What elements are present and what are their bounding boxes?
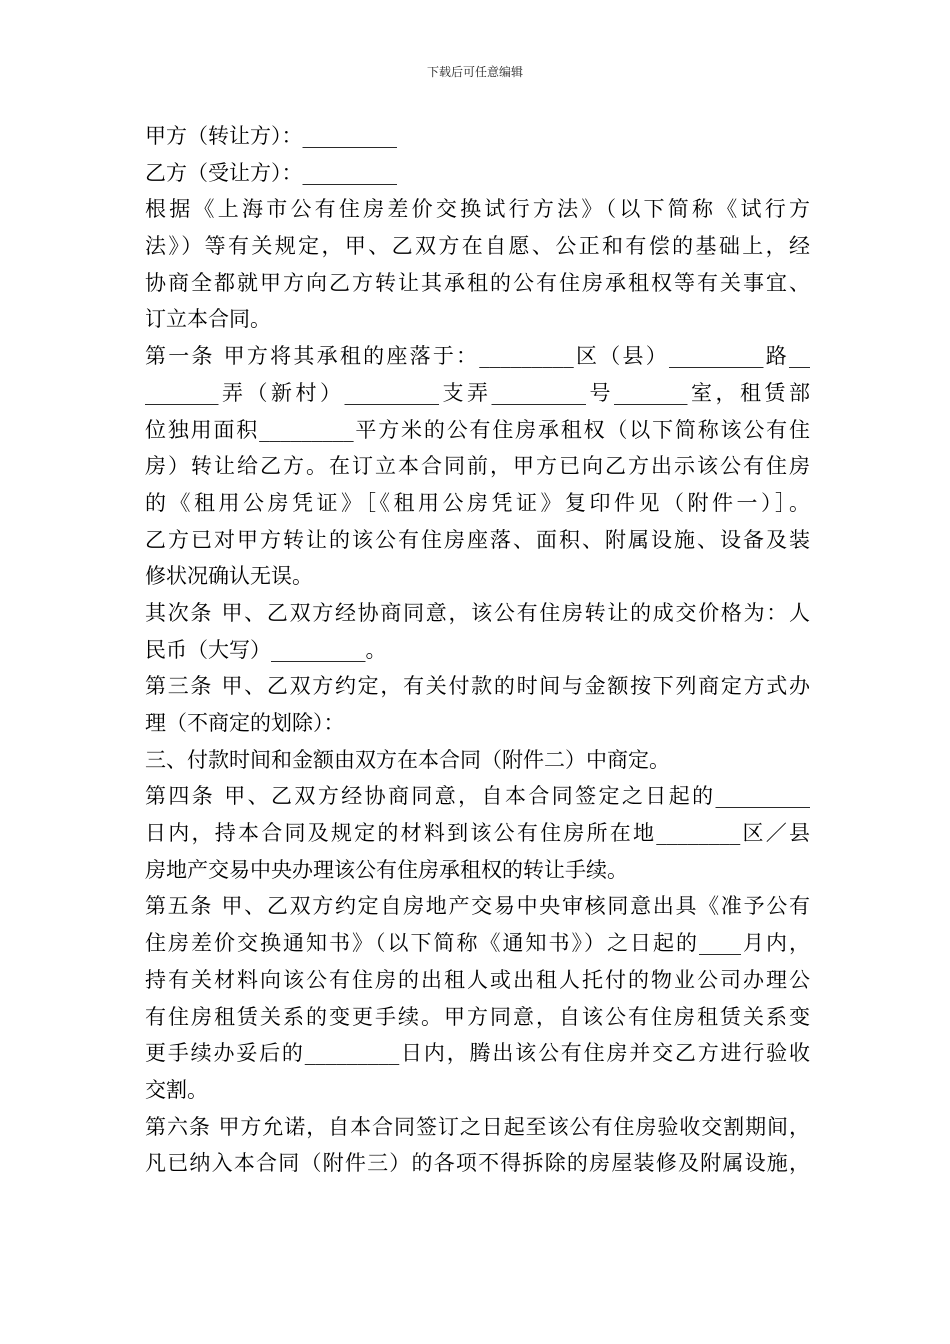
text-line: 更手续办妥后的_________日内，腾出该公有住房并交乙方进行验收: [145, 1041, 810, 1066]
text-line: 第一条 甲方将其承租的座落于：_________区（县）_________路__: [145, 344, 810, 369]
text-line: 乙方（受让方）：_________: [145, 160, 397, 185]
text-line: 民币（大写）_________。: [145, 637, 387, 662]
text-line: 协商全都就甲方向乙方转让其承租的公有住房承租权等有关事宜、: [145, 270, 810, 295]
text-line: 有住房租赁关系的变更手续。甲方同意，自该公有住房租赁关系变: [145, 1004, 810, 1029]
text-line: 位独用面积_________平方米的公有住房承租权（以下简称该公有住: [145, 417, 810, 442]
text-line: 订立本合同。: [145, 307, 271, 332]
text-line: 的《租用公房凭证》［《租用公房凭证》复印件见（附件一）］。: [145, 490, 810, 515]
text-line: 第五条 甲、乙双方约定自房地产交易中央审核同意出具《准予公有: [145, 894, 810, 919]
text-line: 持有关材料向该公有住房的出租人或出租人托付的物业公司办理公: [145, 967, 810, 992]
text-line: 住房差价交换通知书》（以下简称《通知书》）之日起的____月内，: [145, 931, 810, 956]
text-line: 其次条 甲、乙双方经协商同意，该公有住房转让的成交价格为：人: [145, 600, 810, 625]
text-line: 根据《上海市公有住房差价交换试行方法》（以下简称《试行方: [145, 197, 810, 222]
contract-body: [145, 118, 810, 1182]
page-header: 下载后可任意编辑: [426, 65, 523, 79]
text-line: 交割。: [145, 1077, 208, 1102]
text-line: 乙方已对甲方转让的该公有住房座落、面积、附属设施、设备及装: [145, 527, 810, 552]
text-line: 第六条 甲方允诺，自本合同签订之日起至该公有住房验收交割期间，: [145, 1114, 810, 1139]
text-line: 法》）等有关规定，甲、乙双方在自愿、公正和有偿的基础上，经: [145, 234, 810, 259]
text-line: 理（不商定的划除）：: [145, 711, 345, 735]
text-line: 房）转让给乙方。在订立本合同前，甲方已向乙方出示该公有住房: [145, 454, 810, 479]
text-line: _______弄（新村）_________支弄_________号_______室，租赁部: [145, 380, 810, 405]
text-line: 日内，持本合同及规定的材料到该公有住房所在地________区／县: [145, 821, 810, 846]
text-line: 修状况确认无误。: [145, 564, 313, 589]
text-line: 甲方（转让方）：_________: [145, 124, 397, 148]
text-line: 三、付款时间和金额由双方在本合同（附件二）中商定。: [145, 747, 670, 772]
text-line: 房地产交易中央办理该公有住房承租权的转让手续。: [145, 857, 628, 882]
text-line: 第三条 甲、乙双方约定，有关付款的时间与金额按下列商定方式办: [145, 674, 810, 699]
text-line: 第四条 甲、乙双方经协商同意，自本合同签定之日起的_________: [145, 784, 810, 809]
text-line: 凡已纳入本合同（附件三）的各项不得拆除的房屋装修及附属设施，: [145, 1151, 810, 1176]
